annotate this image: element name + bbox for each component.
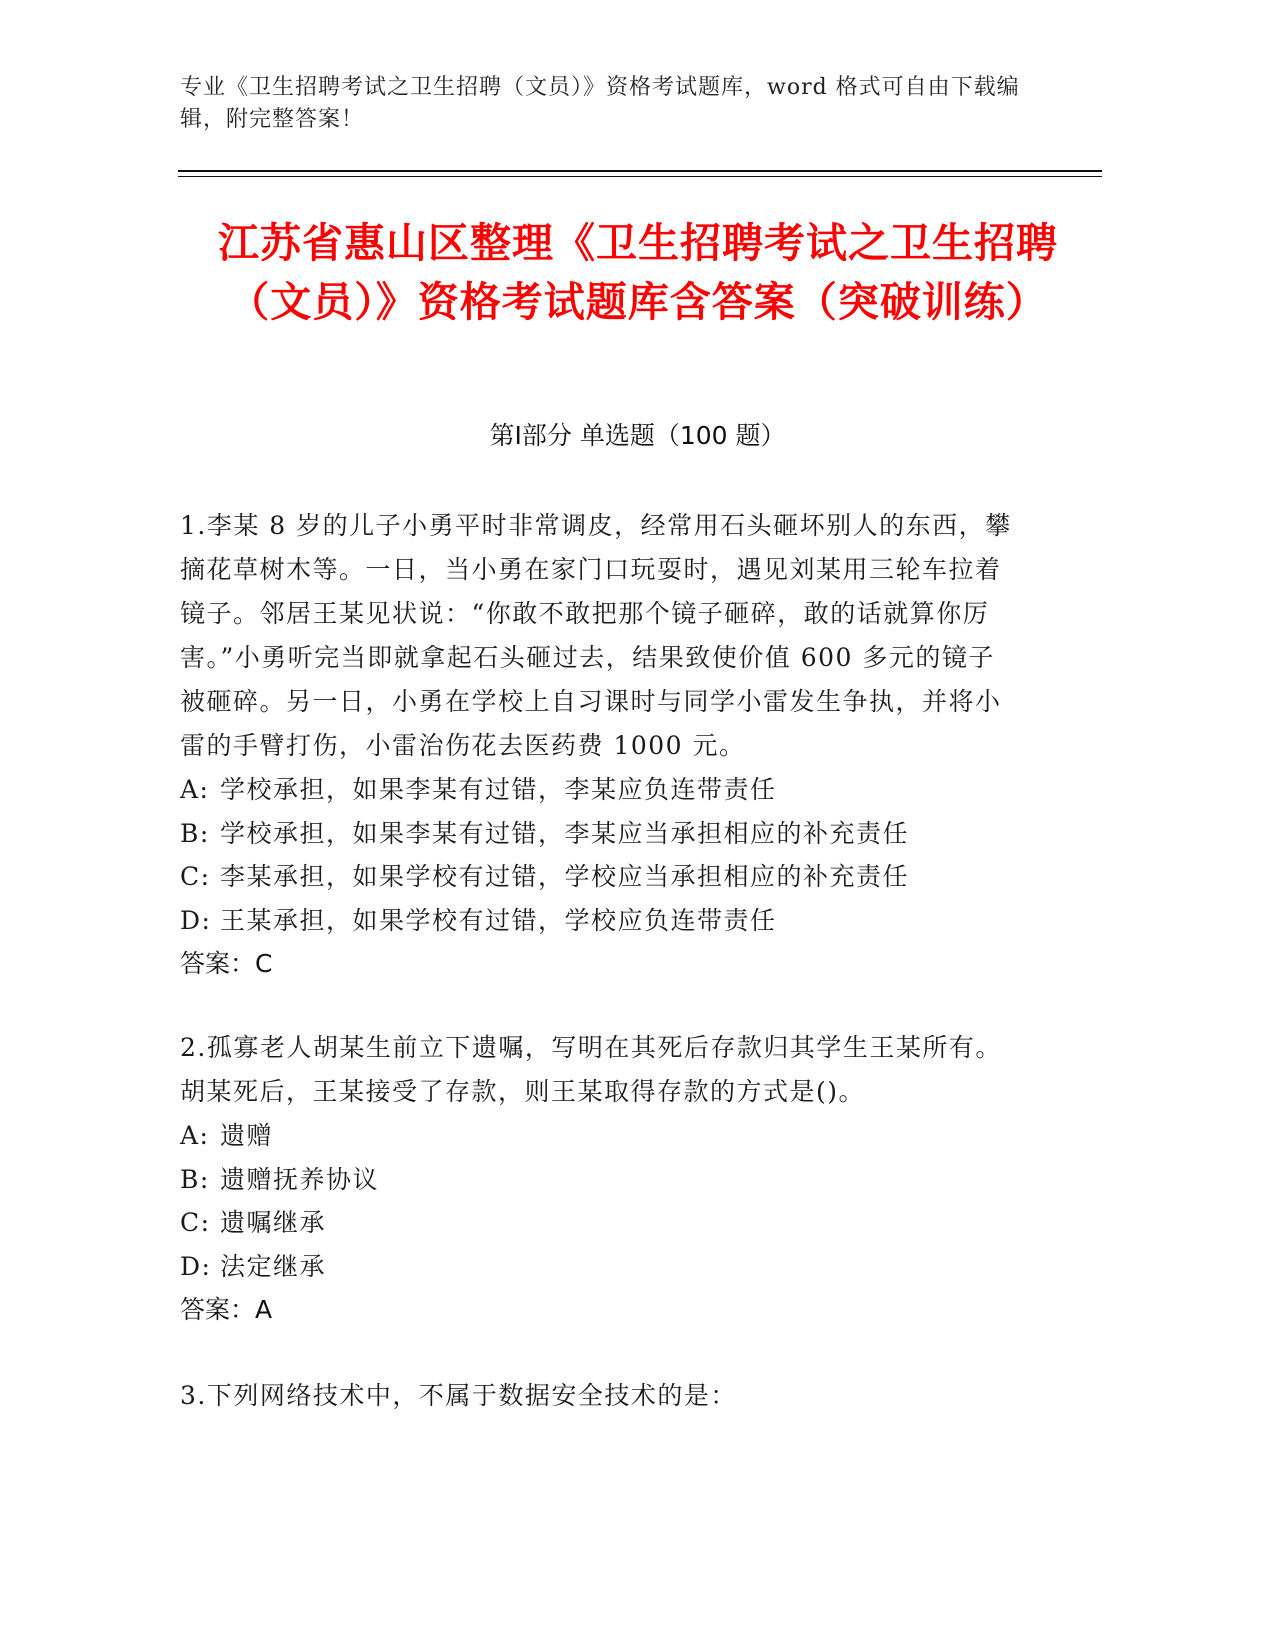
option-b [180,1158,1020,1202]
question-stem: 1.李某 8 岁的儿子小勇平时非常调皮，经常用石头砸坏别人的东西，攀摘花草树木等。一日，当小勇在家门口玩耍时，遇见刘某用三轮车拉着镜子。邻居王某见状说：“你敢不敢把那个镜子砸碎，敢的话就算你厉害。”小勇听完当即就拿起石头砸过去，结果致使价值 600 多元的镜子被砸碎。另一日，小勇在学校上自习课时与同学小雷发生争执，并将小雷的手臂打伤，小雷治伤花去医药费 1000 元。 [180,511,1012,760]
option-d [180,1245,1020,1289]
option-a [180,1114,1020,1158]
header-note: 专业《卫生招聘考试之卫生招聘（文员）》资格考试题库，word 格式可自由下载编辑，附完整答案！ [180,75,1020,132]
question-stem: 3.下列网络技术中，不属于数据安全技术的是： [180,1381,737,1410]
option-text: 学校承担，如果李某有过错，李某应负连带责任 [220,775,777,804]
section-heading: 第Ⅰ部分 单选题（100 题） [489,421,786,450]
option-c [180,855,1020,899]
header-divider-thin [178,176,1102,177]
option-key: A: [180,1121,210,1150]
option-text: 遗嘱继承 [220,1208,327,1237]
option-text: 遗赠抚养协议 [220,1164,380,1194]
option-text: 王某承担，如果学校有过错，学校应负连带责任 [220,905,777,935]
question-2 [180,1026,1020,1332]
option-d [180,899,1020,943]
option-key: B: [180,1164,210,1194]
option-b [180,812,1020,856]
header-divider-thick [178,170,1102,172]
question-1 [180,504,1020,986]
option-text: 法定继承 [220,1251,327,1281]
option-key: D: [180,1251,212,1281]
option-key: C: [180,1208,211,1237]
option-text: 学校承担，如果李某有过错，李某应当承担相应的补充责任 [220,818,910,848]
answer-line: 答案：C [180,949,273,978]
question-3 [180,1374,1020,1418]
option-key: A: [180,775,210,804]
option-a [180,768,1020,812]
option-key: C: [180,862,211,891]
option-text: 遗赠 [220,1121,274,1150]
option-text: 李某承担，如果学校有过错，学校应当承担相应的补充责任 [220,862,910,891]
answer-line: 答案：A [180,1295,273,1324]
option-c [180,1201,1020,1245]
option-key: B: [180,818,210,848]
document-title: 江苏省惠山区整理《卫生招聘考试之卫生招聘（文员）》资格考试题库含答案（突破训练） [218,219,1058,326]
option-key: D: [180,905,212,935]
question-stem: 2.孤寡老人胡某生前立下遗嘱，写明在其死后存款归其学生王某所有。胡某死后，王某接受了存款，则王某取得存款的方式是()。 [180,1033,1002,1106]
